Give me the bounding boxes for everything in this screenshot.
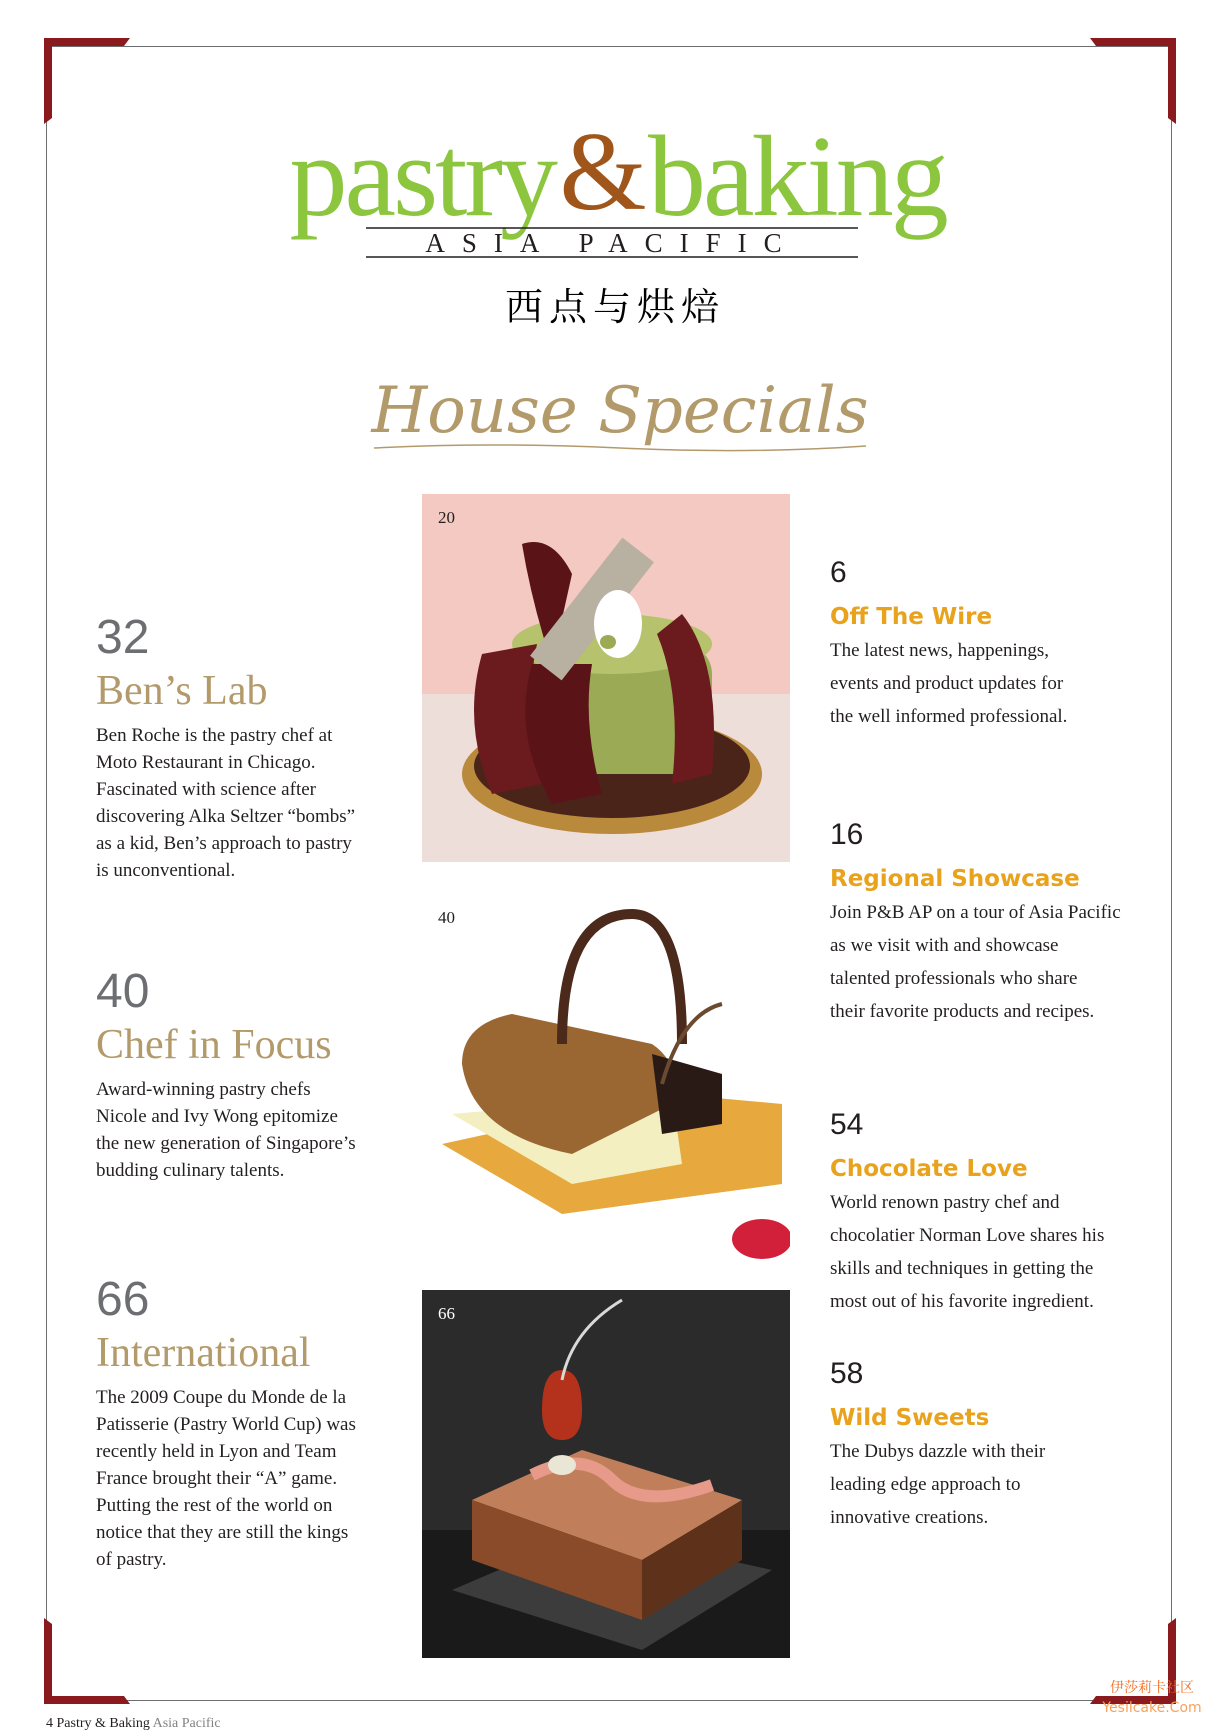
- footer-brand: Pastry & Baking: [56, 1716, 150, 1731]
- story-title: Regional Showcase: [830, 866, 1080, 892]
- story-description: Ben Roche is the pastry chef at Moto Restaurant in Chicago. Fascinated with science after discovering Alka Seltzer “bombs” as a kid, Ben’s approach to pastry is unconventional.: [96, 725, 356, 881]
- story-title: Off The Wire: [830, 604, 993, 630]
- story-bens-lab[interactable]: [96, 612, 396, 884]
- photo-page-number: 66: [438, 1304, 455, 1323]
- logo-ampersand: &: [559, 110, 647, 234]
- watermark: [1096, 1678, 1208, 1718]
- section-title: [370, 362, 870, 462]
- story-title: Chef in Focus: [96, 1022, 332, 1068]
- chinese-title: 西点与烘焙: [504, 285, 725, 329]
- story-description: The 2009 Coupe du Monde de la Patisserie (Pastry World Cup) was recently held in Lyon and Team France brought their “A” game. Putting the rest of the world on notice that they are still the kings of pastry.: [96, 1387, 356, 1570]
- story-off-the-wire[interactable]: [830, 556, 1150, 733]
- photo-chocolate-log: [422, 894, 790, 1262]
- watermark-line1: 伊莎莉卡社区: [1110, 1680, 1194, 1696]
- story-chef-in-focus[interactable]: [96, 966, 396, 1184]
- footer-region: Asia Pacific: [152, 1716, 221, 1731]
- story-wild-sweets[interactable]: [830, 1357, 1150, 1534]
- story-title: Chocolate Love: [830, 1156, 1028, 1182]
- story-chocolate-love[interactable]: [830, 1108, 1150, 1318]
- story-regional-showcase[interactable]: [830, 818, 1150, 1028]
- story-description: World renown pastry chef and chocolatier Norman Love shares his skills and techniques in getting the most out of his favorite ingredient.: [830, 1192, 1105, 1312]
- story-page-number: 16: [830, 818, 864, 851]
- story-title: Ben’s Lab: [96, 668, 268, 714]
- story-title: Wild Sweets: [830, 1405, 990, 1431]
- story-description: The latest news, happenings, events and product updates for the well informed professional.: [830, 640, 1068, 727]
- story-page-number: 32: [96, 611, 150, 664]
- photo-page-number: 40: [438, 908, 455, 927]
- corner-bottom-left: [44, 1612, 134, 1704]
- section-title-text: House Specials: [371, 374, 869, 448]
- story-page-number: 66: [96, 1273, 150, 1326]
- story-description: Award-winning pastry chefs Nicole and Ivy Wong epitomize the new generation of Singapore’s budding culinary talents.: [96, 1079, 356, 1181]
- photo-chocolate-square: [422, 1290, 790, 1658]
- photo-pistachio-cake: [422, 494, 790, 862]
- page-footer: [46, 1716, 221, 1732]
- story-description: Join P&B AP on a tour of Asia Pacific as we visit with and showcase talented professionals who share their favorite products and recipes.: [830, 902, 1121, 1022]
- story-page-number: 6: [830, 556, 847, 589]
- story-international[interactable]: [96, 1274, 396, 1573]
- masthead-logo: [0, 105, 1230, 285]
- watermark-line2: Yesilcake.Com: [1102, 1700, 1202, 1716]
- logo-subtitle: ASIA PACIFIC: [425, 228, 799, 258]
- logo-word-pastry: pastry: [289, 113, 555, 241]
- story-description: The Dubys dazzle with their leading edge approach to innovative creations.: [830, 1441, 1046, 1528]
- logo-word-baking: baking: [648, 113, 946, 241]
- story-page-number: 58: [830, 1357, 864, 1390]
- footer-page-number: 4: [46, 1716, 53, 1731]
- story-title: International: [96, 1330, 311, 1376]
- story-page-number: 40: [96, 965, 150, 1018]
- photo-page-number: 20: [438, 508, 455, 527]
- story-page-number: 54: [830, 1108, 864, 1141]
